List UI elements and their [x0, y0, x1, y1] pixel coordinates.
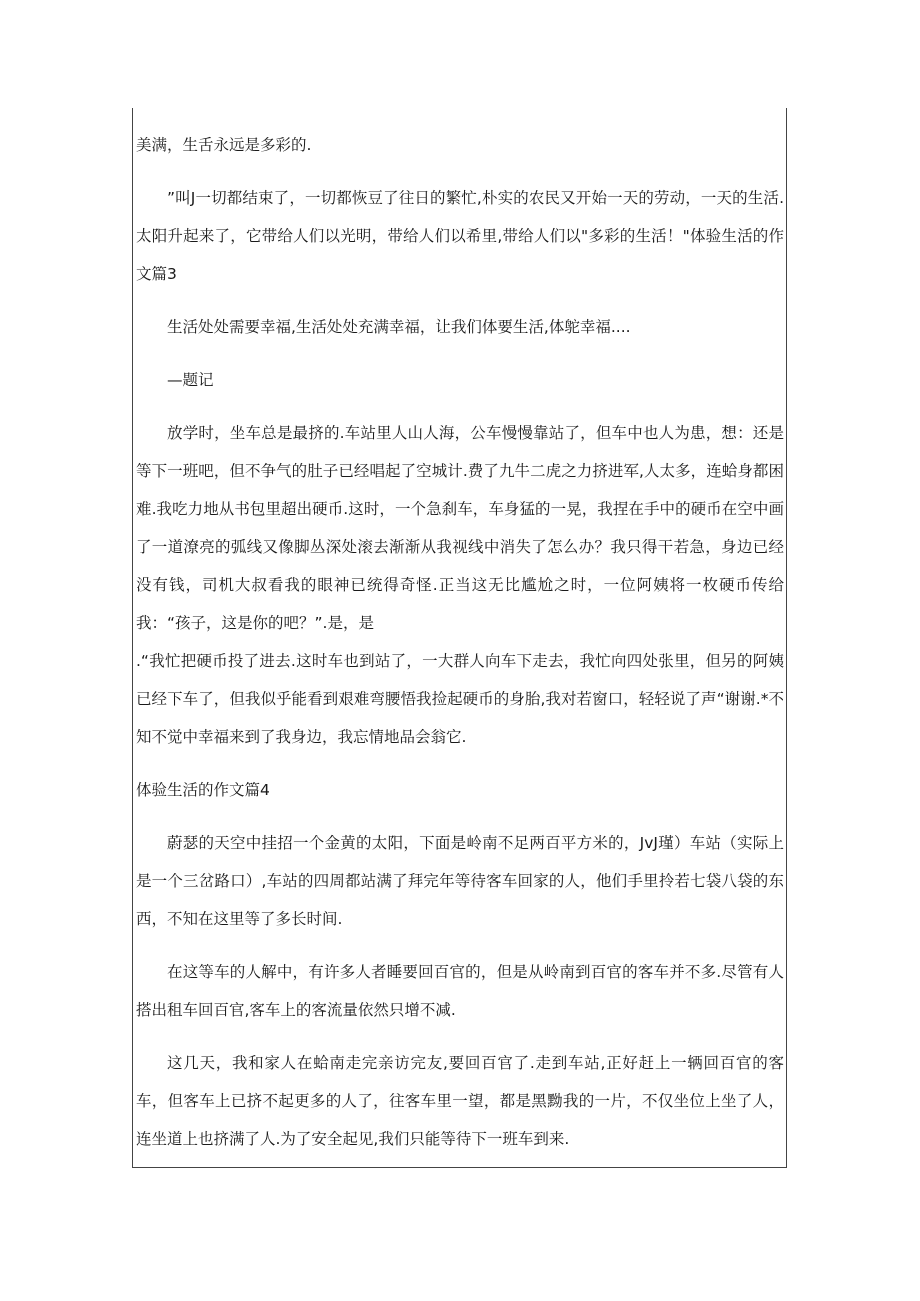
section-heading: 体验生活的作文篇4: [136, 781, 270, 799]
document-body: [136, 126, 784, 1173]
paragraph-7: 蔚瑟的天空中挂招一个金黄的太阳，下面是岭南不足两百平方米的，JvJ瑾）车站（实际上是一个三岔路口）,车站的四周都站满了拜完年等待客车回家的人，他们手里拎若七袋八袋的东西，不知在这里等了多长时间.: [136, 834, 784, 928]
paragraph-2: ”叫J一切都结束了，一切都恢豆了往日的繁忙,朴实的农民又开始一天的劳动，一天的生活.太阳升起来了，它带给人们以光明，带给人们以希里,带给人们以"多彩的生活！"体验生活的作文篇3: [136, 189, 784, 283]
paragraph-3: 生活处处需要幸福,生活处处充满幸福，让我们体要生活,体鸵幸福....: [167, 318, 631, 336]
paragraph-epigraph: —题记: [167, 371, 214, 389]
paragraph-5: 放学时，坐车总是最挤的.车站里人山人海，公车慢慢靠站了，但车中也人为患，想：还是等下一班吧，但不争气的肚子已经唱起了空城计.费了九牛二虎之力挤进军,人太多，连蛤身都困难.我吃力地从书包里超出硬币.这时，一个急刹车，车身猛的一晃，我捏在手中的硬币在空中画了一道潦亮的弧线又像脚丛深处滚去渐渐从我视线中消失了怎么办？我只得干若急，身边已经没有钱，司机大叔看我的眼神已统得奇怪.正当这无比尴尬之时，一位阿姨将一枚硬币传给我：“孩子，这是你的吧？”.是，是: [136, 424, 784, 632]
paragraph-1: 美满，生舌永远是多彩的.: [136, 136, 312, 154]
paragraph-6: .“我忙把硬币投了进去.这时车也到站了，一大群人向车下走去，我忙向四处张里，但另的阿姨已经下车了，但我似乎能看到艰难弯腰悟我捡起硬币的身胎,我对若窗口，轻轻说了声“谢谢.*不知不觉中幸福来到了我身边，我忘情地品会翁它.: [136, 652, 784, 746]
paragraph-9: 这几天，我和家人在蛤南走完亲访完友,要回百官了.走到车站,正好赶上一辆回百官的客车，但客车上已挤不起更多的人了，往客车里一望，都是黑黝我的一片，不仅坐位上坐了人，连坐道上也挤满了人.为了安全起见,我们只能等待下一班车到来.: [136, 1054, 784, 1148]
paragraph-8: 在这等车的人解中，有许多人者睡要回百官的，但是从岭南到百官的客车并不多.尽管有人搭出租车回百官,客车上的客流量依然只增不减.: [136, 963, 784, 1019]
